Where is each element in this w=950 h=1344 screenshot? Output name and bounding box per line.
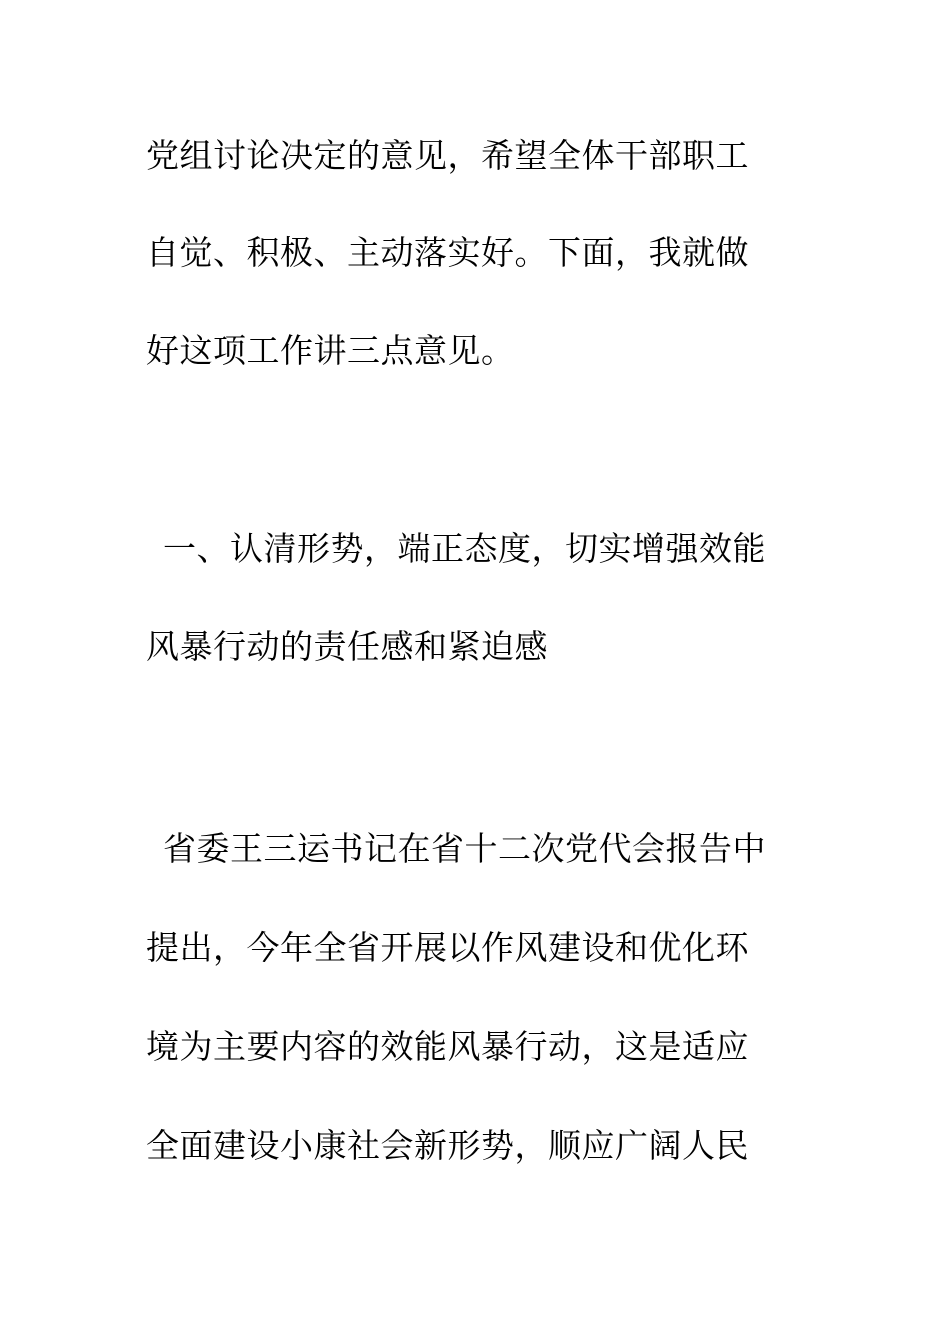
paragraph-line: 全面建设小康社会新形势，顺应广阔人民 bbox=[146, 1126, 749, 1165]
paragraph-line: 好这项工作讲三点意见。 bbox=[146, 331, 515, 370]
paragraph-line: 境为主要内容的效能风暴行动，这是适应 bbox=[146, 1027, 749, 1066]
paragraph-line: 党组讨论决定的意见，希望全体干部职工 bbox=[146, 136, 749, 175]
heading-line: 一、认清形势，端正态度，切实增强效能 bbox=[163, 529, 766, 568]
paragraph-line: 自觉、积极、主动落实好。下面，我就做 bbox=[146, 233, 749, 272]
heading-line: 风暴行动的责任感和紧迫感 bbox=[146, 627, 548, 666]
paragraph-line: 省委王三运书记在省十二次党代会报告中 bbox=[163, 829, 766, 868]
paragraph-line: 提出，今年全省开展以作风建设和优化环 bbox=[146, 928, 749, 967]
